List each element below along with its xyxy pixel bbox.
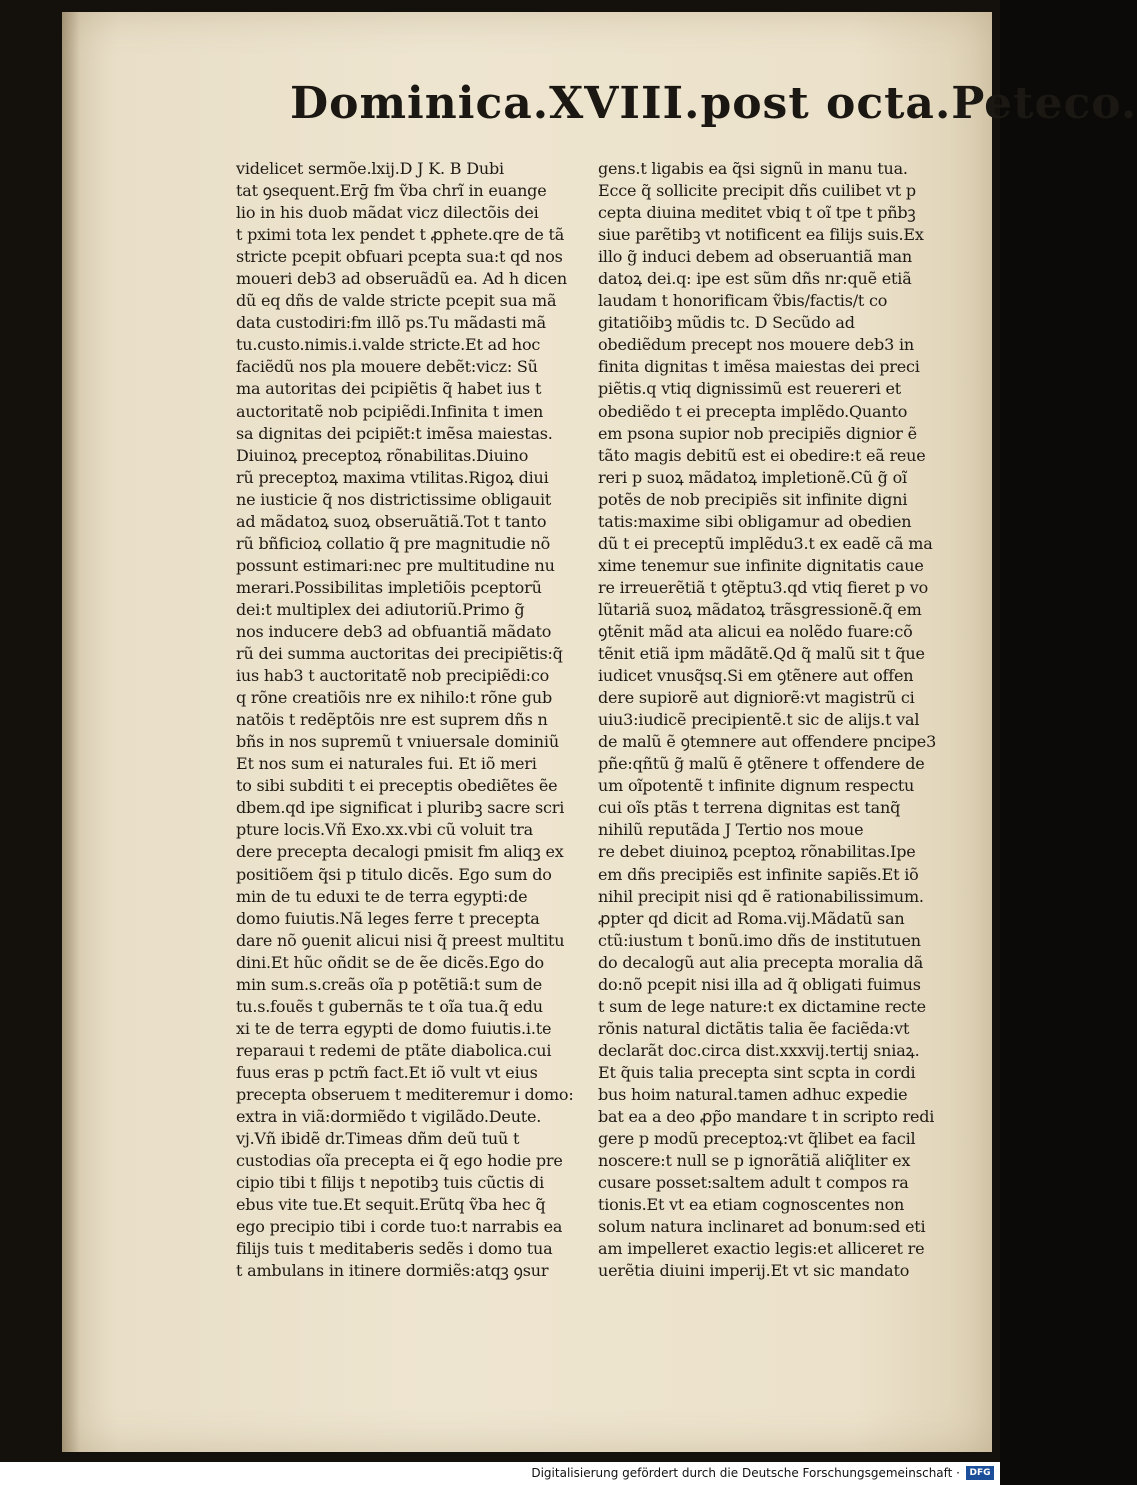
- text-line: re debet diuinoꝝ pceptoꝝ rõnabilitas.Ipe: [598, 842, 916, 862]
- text-line: tãto magis debitũ est ei obedire:t eã reue: [598, 445, 926, 465]
- text-line: vj.Vñ ibidẽ dr.Timeas dñm deũ tuũ t: [236, 1129, 520, 1149]
- text-line: reri p suoꝝ mãdatoꝝ impletionẽ.Cũ g̃ oĩ: [598, 467, 907, 487]
- text-line: xime tenemur sue infinite dignitatis caue: [598, 555, 924, 575]
- text-line: de malũ ẽ ꝯtemnere aut offendere pncipe3: [598, 732, 937, 752]
- text-line: filijs tuis t meditaberis sedẽs i domo tua: [236, 1239, 553, 1259]
- text-line: ꝓpter qd dicit ad Roma.vij.Mãdatũ san: [598, 908, 905, 928]
- text-line: dũ t ei preceptũ implẽdu3.t ex eadẽ cã ma: [598, 533, 933, 553]
- text-line: um oĩpotentẽ t infinite dignum respectu: [598, 776, 915, 796]
- text-line: gens.t ligabis ea q̃si signũ in manu tua.: [598, 159, 908, 178]
- text-line: possunt estimari:nec pre multitudine nu: [236, 555, 555, 575]
- text-line: precepta obseruem t mediteremur i domo:: [236, 1084, 574, 1104]
- text-line: cusare posset:saltem adult t compos ra: [598, 1173, 909, 1193]
- text-line: piẽtis.q vtiq dignissimũ est reuereri et: [598, 379, 901, 399]
- text-line: ctũ:iustum t bonũ.imo dñs de institutuen: [598, 930, 921, 950]
- page-shadow: [62, 12, 80, 1452]
- text-line: iudicet vnusq̃sq.Si em ꝯtẽnere aut offen: [598, 666, 914, 686]
- dfg-logo: DFG: [966, 1466, 994, 1480]
- text-line: faciẽdũ nos pla mouere debẽt:vicz: Sũ: [236, 357, 538, 377]
- text-line: bat ea a deo ꝓp̃o mandare t in scripto redi: [598, 1107, 935, 1127]
- text-line: finita dignitas t imẽsa maiestas dei preci: [598, 357, 920, 377]
- text-line: dere precepta decalogi pmisit fm aliqꝫ ex: [236, 842, 564, 862]
- text-line: Ecce q̃ sollicite precipit dñs cuilibet vt p: [598, 181, 916, 201]
- text-line: ius hab3 t auctoritatẽ nob precipiẽdi:co: [236, 666, 550, 686]
- text-line: uiu3:iudicẽ precipientẽ.t sic de alijs.t val: [598, 710, 920, 730]
- text-line: reparaui t redemi de ptãte diabolica.cui: [236, 1040, 552, 1060]
- text-line: merari.Possibilitas impletiõis pceptorũ: [236, 577, 542, 597]
- text-line: natõis t redẽptõis nre est suprem dñs n: [236, 710, 548, 730]
- text-line: em psona supior nob precipiẽs dignior ẽ: [598, 423, 917, 443]
- text-line: dini.Et hũc oñdit se de ẽe dicẽs.Ego do: [236, 952, 544, 972]
- text-line: Et q̃uis talia precepta sint scpta in cordi: [598, 1062, 916, 1082]
- text-line: to sibi subditi t ei preceptis obediẽtes ẽe: [236, 776, 558, 796]
- text-line: custodias oĩa precepta ei q̃ ego hodie pre: [236, 1151, 563, 1171]
- text-line: am impelleret exactio legis:et alliceret re: [598, 1239, 925, 1259]
- running-header: Dominica.XVIII.post octa.Peteco.: [290, 78, 1137, 129]
- text-line: rũ bñficioꝝ collatio q̃ pre magnitudie nõ: [236, 533, 551, 553]
- text-line: gere p modũ preceptoꝝ:vt q̃libet ea facil: [598, 1129, 916, 1149]
- text-line: uerẽtia diuini imperij.Et vt sic mandato: [598, 1261, 910, 1281]
- text-line: dũ eq dñs de valde stricte pcepit sua mã: [236, 291, 557, 311]
- text-line: ego precipio tibi i corde tuo:t narrabis ea: [236, 1217, 563, 1237]
- text-line: do decalogũ aut alia precepta moralia dã: [598, 952, 924, 972]
- text-line: xi te de terra egypti de domo fuiutis.i.te: [236, 1018, 552, 1038]
- text-line: moueri deb3 ad obseruãdũ ea. Ad h dicen: [236, 269, 567, 289]
- text-line: t pximi tota lex pendet t ꝓphete.qre de tã: [236, 225, 565, 245]
- text-line: dare nõ ꝯuenit alicui nisi q̃ preest multitu: [236, 930, 565, 950]
- text-line: obediẽdum precept nos mouere deb3 in: [598, 335, 914, 355]
- text-line: tat ꝯsequent.Erḡ fm ṽba chrĩ in euange: [236, 181, 547, 201]
- text-line: dei:t multiplex dei adiutoriũ.Primo g̃: [236, 599, 525, 619]
- text-line: Et nos sum ei naturales fui. Et iõ meri: [236, 754, 537, 774]
- text-line: illo g̃ induci debem ad obseruantiã man: [598, 247, 913, 267]
- text-column-left: [236, 158, 596, 1282]
- text-line: do:nõ pcepit nisi illa ad q̃ obligati fuimus: [598, 974, 921, 994]
- text-line: stricte pcepit obfuari pcepta sua:t qd nos: [236, 247, 563, 267]
- text-line: nihilũ reputãda J Tertio nos moue: [598, 820, 864, 840]
- text-line: declarãt doc.circa dist.xxxvij.tertij sniaꝝ.: [598, 1040, 920, 1060]
- text-line: sa dignitas dei pcipiẽt:t imẽsa maiestas.: [236, 423, 553, 443]
- text-line: nihil precipit nisi qd ẽ rationabilissimum.: [598, 886, 924, 906]
- text-line: auctoritatẽ nob pcipiẽdi.Infinita t imen: [236, 401, 544, 421]
- text-line: rõnis natural dictãtis talia ẽe faciẽda:vt: [598, 1018, 910, 1038]
- text-line: potẽs de nob precipiẽs sit infinite digni: [598, 489, 908, 509]
- text-line: t ambulans in itinere dormiẽs:atqꝫ ꝯsur: [236, 1261, 549, 1281]
- text-line: solum natura inclinaret ad bonum:sed eti: [598, 1217, 926, 1237]
- text-line: obediẽdo t ei precepta implẽdo.Quanto: [598, 401, 908, 421]
- text-line: tẽnit etiã ipm mãdãtẽ.Qd q̃ malũ sit t q̃ue: [598, 644, 925, 664]
- text-line: cui oĩs ptãs t terrena dignitas est tanq̃: [598, 798, 901, 818]
- text-line: lio in his duob mãdat vicz dilectõis dei: [236, 203, 539, 223]
- text-line: tu.s.fouẽs t gubernãs te t oĩa tua.q̃ edu: [236, 996, 543, 1016]
- text-line: fuus eras p pctm̃ fact.Et iõ vult vt eius: [236, 1062, 538, 1082]
- text-line: rũ dei summa auctoritas dei precipiẽtis:q̃: [236, 644, 563, 664]
- text-line: laudam t honorificam ṽbis/factis/t co: [598, 291, 888, 311]
- text-line: tatis:maxime sibi obligamur ad obedien: [598, 511, 912, 531]
- text-line: q rõne creatiõis nre ex nihilo:t rõne gub: [236, 688, 552, 708]
- text-line: nos inducere deb3 ad obfuantiã mãdato: [236, 621, 552, 641]
- text-line: dbem.qd ipe significat i pluribꝫ sacre scri: [236, 798, 565, 818]
- text-line: pñe:qñtũ g̃ malũ ẽ ꝯtẽnere t offendere de: [598, 754, 925, 774]
- text-line: bñs in nos supremũ t vniuersale dominiũ: [236, 732, 559, 752]
- text-line: ne iusticie q̃ nos districtissime obligauit: [236, 489, 552, 509]
- text-line: lũtariã suoꝝ mãdatoꝝ trãsgressionẽ.q̃ em: [598, 599, 922, 619]
- text-line: min sum.s.creãs oĩa p potẽtiã:t sum de: [236, 974, 543, 994]
- funding-credit: Digitalisierung gefördert durch die Deutsche Forschungsgemeinschaft ·: [531, 1466, 960, 1480]
- text-line: data custodiri:fm illõ ps.Tu mãdasti mã: [236, 313, 546, 333]
- text-line: t sum de lege nature:t ex dictamine recte: [598, 996, 926, 1016]
- text-line: cipio tibi t filijs t nepotibꝫ tuis cũctis di: [236, 1173, 544, 1193]
- text-line: positiõem q̃si p titulo dicẽs. Ego sum do: [236, 864, 552, 884]
- text-line: domo fuiutis.Nã leges ferre t precepta: [236, 908, 540, 928]
- text-line: ebus vite tue.Et sequit.Erũtq ṽba hec q̃: [236, 1195, 546, 1215]
- text-line: cepta diuina meditet vbiq t oĩ tpe t pñbꝫ: [598, 203, 916, 223]
- text-line: pture locis.Vñ Exo.xx.vbi cũ voluit tra: [236, 820, 533, 840]
- text-line: tionis.Et vt ea etiam cognoscentes non: [598, 1195, 905, 1215]
- text-line: extra in viã:dormiẽdo t vigilãdo.Deute.: [236, 1107, 542, 1127]
- text-line: ma autoritas dei pcipiẽtis q̃ habet ius t: [236, 379, 542, 399]
- text-line: rũ preceptoꝝ maxima vtilitas.Rigoꝝ diui: [236, 467, 549, 487]
- text-column-right: [598, 158, 958, 1282]
- text-line: ad mãdatoꝝ suoꝝ obseruãtiã.Tot t tanto: [236, 511, 547, 531]
- text-line: min de tu eduxi te de terra egypti:de: [236, 886, 528, 906]
- text-line: siue parẽtibꝫ vt notificent ea filijs suis.Ex: [598, 225, 924, 245]
- text-line: noscere:t null se p ignorãtiã aliq̃liter ex: [598, 1151, 911, 1171]
- text-line: bus hoim natural.tamen adhuc expedie: [598, 1084, 908, 1104]
- text-line: re irreuerẽtiã t ꝯtẽptu3.qd vtiq fieret p vo: [598, 577, 929, 597]
- text-line: em dñs precipiẽs est infinite sapiẽs.Et iõ: [598, 864, 919, 884]
- text-line: dere supiorẽ aut digniorẽ:vt magistrũ ci: [598, 688, 915, 708]
- text-line: datoꝝ dei.q: ipe est sũm dñs nr:quẽ etiã: [598, 269, 912, 289]
- text-line: gitatiõibꝫ mũdis tc. D Secũdo ad: [598, 313, 855, 333]
- text-line: tu.custo.nimis.i.valde stricte.Et ad hoc: [236, 335, 541, 355]
- text-line: Diuinoꝝ preceptoꝝ rõnabilitas.Diuino: [236, 445, 529, 465]
- text-line: ꝯtẽnit mãd ata alicui ea nolẽdo fuare:cõ: [598, 621, 913, 641]
- text-line: videlicet sermõe.lxij.D J K. B Dubi: [236, 159, 504, 178]
